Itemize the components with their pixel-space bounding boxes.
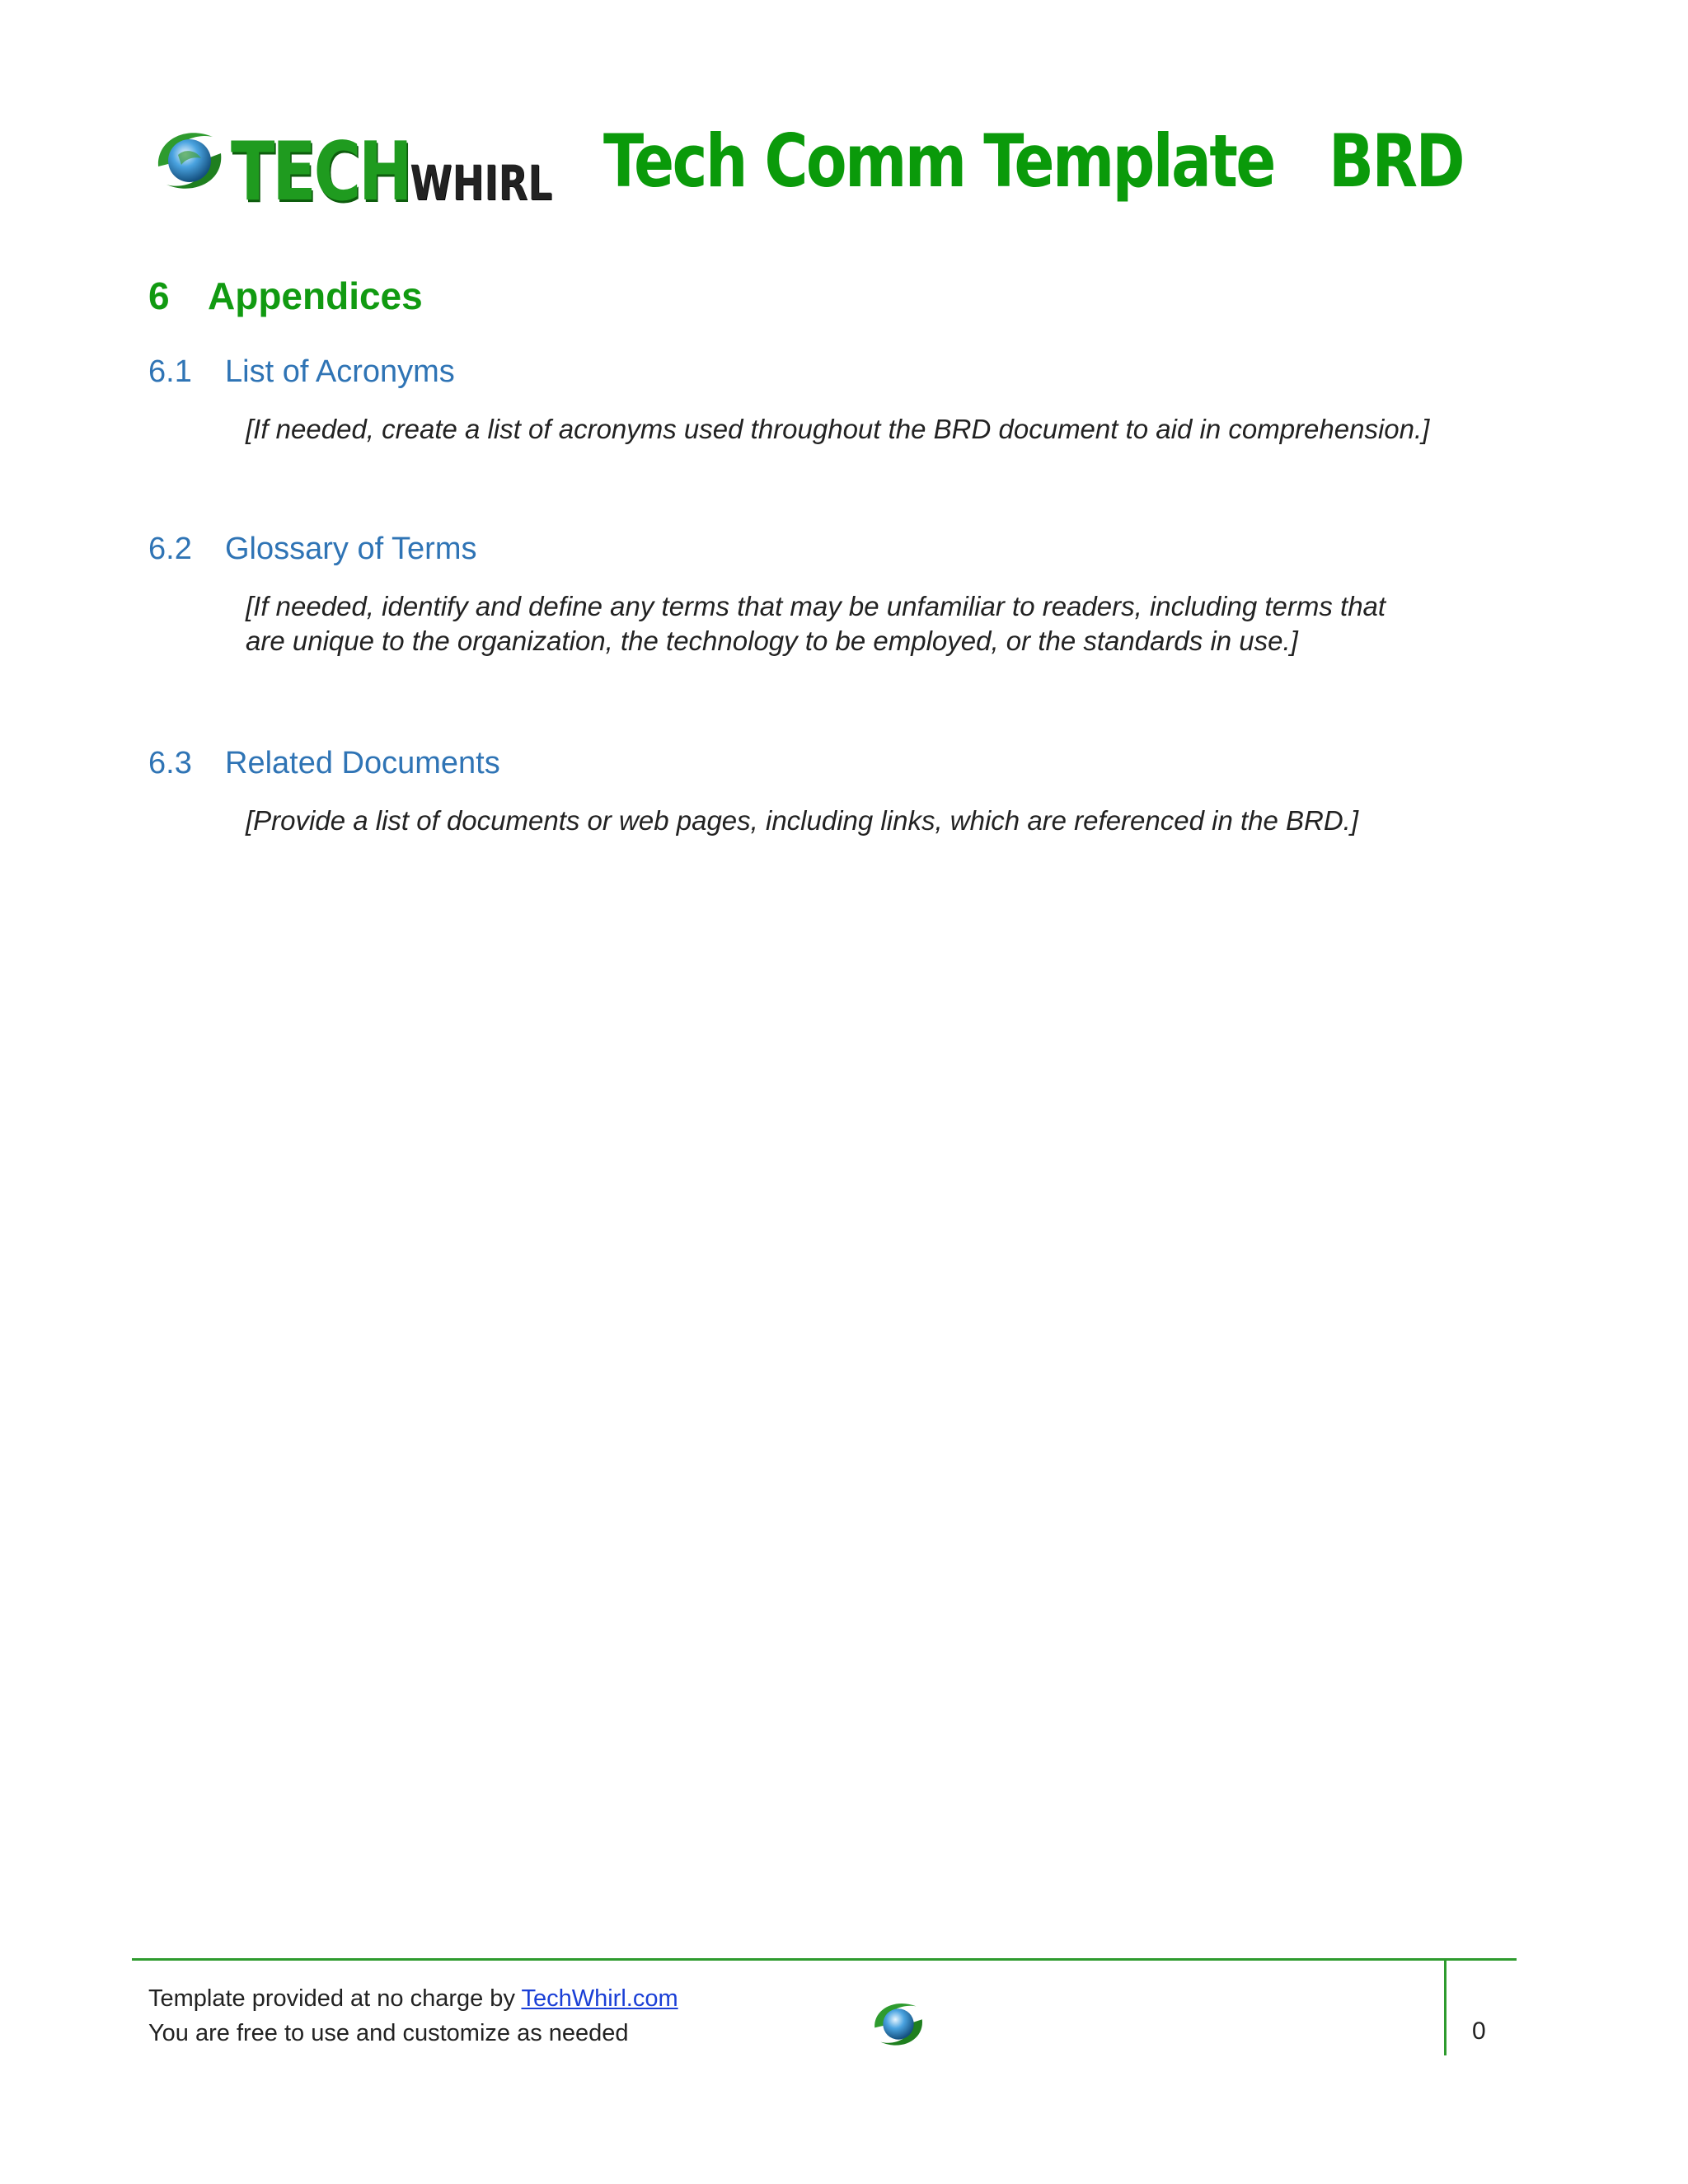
section-number: 6 (148, 274, 170, 317)
subsection-text-glossary (246, 589, 1465, 658)
subsection-heading-glossary (148, 532, 476, 567)
glossary-text-line-1: [If needed, identify and define any terms that may be unfamiliar to readers, including terms that (246, 591, 1386, 621)
footer-divider (132, 1958, 1517, 1961)
subsection-heading-acronyms (148, 354, 455, 390)
footer-line-1 (148, 1981, 678, 2016)
section-title: Appendices (208, 274, 423, 317)
section-heading (148, 274, 423, 318)
subsection-number: 6.2 (148, 532, 192, 566)
page-footer (148, 1981, 678, 2050)
glossary-text-line-2: are unique to the organization, the technology to be employed, or the standards in use.] (246, 626, 1298, 656)
subsection-text-related-documents: [Provide a list of documents or web pages, including links, which are referenced in the BRD.] (246, 805, 1359, 836)
subsection-title: Glossary of Terms (225, 532, 477, 566)
subsection-title: Related Documents (225, 746, 500, 780)
footer-vertical-divider (1444, 1958, 1447, 2055)
page-number: 0 (1472, 2018, 1486, 2045)
logo-wordmark-tech: TECH (231, 125, 410, 219)
techwhirl-logo (148, 107, 585, 219)
globe-swirl-icon (869, 1994, 928, 2054)
logo-wordmark-whirl: WHIRL (410, 155, 552, 211)
footer-credit-text: Template provided at no charge by (148, 1985, 522, 2012)
header-title: Tech Comm Template (603, 119, 1274, 204)
subsection-title: List of Acronyms (225, 354, 455, 389)
subsection-text-acronyms: [If needed, create a list of acronyms used throughout the BRD document to aid in comprehension.] (246, 414, 1430, 444)
page-header (148, 107, 1467, 219)
subsection-heading-related-documents (148, 746, 500, 781)
techwhirl-link[interactable]: TechWhirl.com (521, 1985, 678, 2012)
footer-line-2: You are free to use and customize as needed (148, 2020, 629, 2046)
subsection-number: 6.1 (148, 354, 192, 389)
globe-swirl-icon (148, 115, 231, 206)
header-doc-code: BRD (1329, 119, 1464, 204)
subsection-number: 6.3 (148, 746, 192, 780)
